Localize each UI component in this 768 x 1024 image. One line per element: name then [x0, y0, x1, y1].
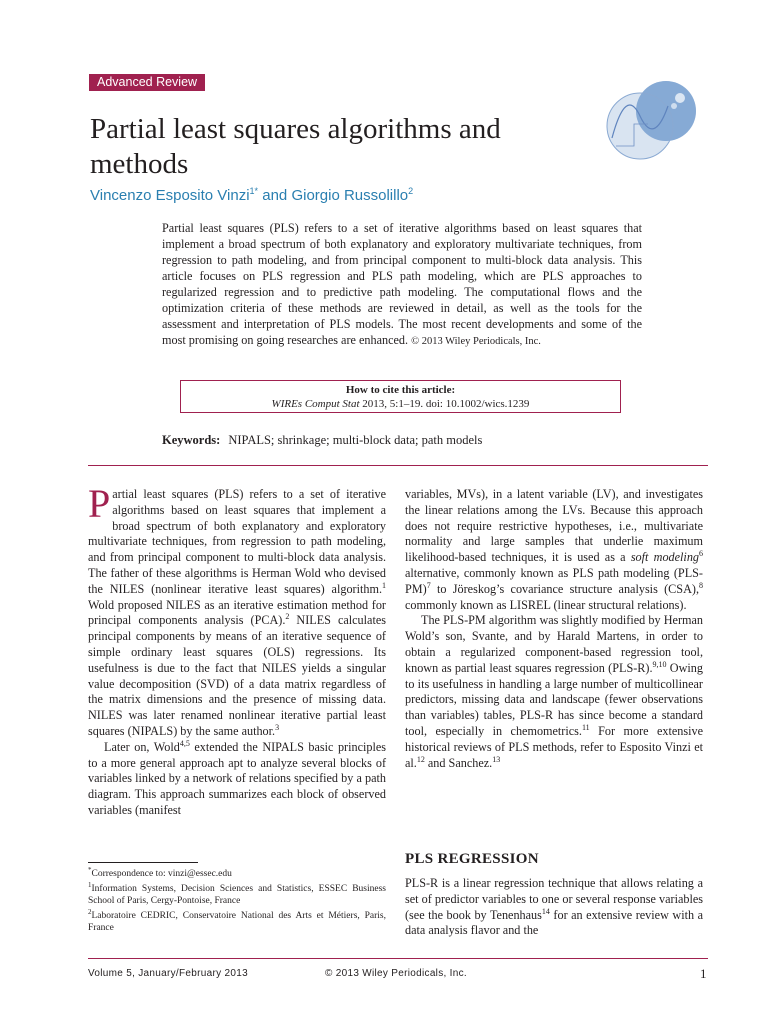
citation-details[interactable]: 2013, 5:1–19. doi: 10.1002/wics.1239 [362, 398, 530, 410]
reference[interactable]: 7 [426, 580, 431, 590]
author-1[interactable]: Vincenzo Esposito Vinzi [90, 187, 250, 204]
body-paragraph-2: The PLS-PM algorithm was slightly modified by Herman Wold’s son, Svante, and by Harald Martens, in order to obtain a regularized component-based regression tool, known as partial least squares regression (PLS-R).$^{9,10}$ Owing to its usefulness in handling a large number of multicollinear predictors, missing data and landscape (fewer observations than variables) tables, PLS-R has since become a standard tool, especially in chemometrics.$^{11}$ For more extensive historical reviews of PLS methods, refer to Esposito Vinzi et al.$^{12}$ and Sanchez.$^{13}$ [405, 613, 704, 770]
reference[interactable]: 3 [275, 722, 280, 732]
intro-paragraph-2: Later on, Wold$^{4,5}$ extended the NIPALS basic principles to a more general approach apt to analyze several blocks of variables linked by a network of relations specified by a path diagram. This approach summarizes each block of observed variables (manifest [88, 738, 386, 817]
abstract-copyright: © 2013 Wiley Periodicals, Inc. [411, 336, 541, 347]
reference[interactable]: 13 [492, 754, 501, 764]
citation-heading: How to cite this article: [345, 384, 456, 396]
abstract [162, 220, 642, 350]
authors [90, 186, 413, 204]
author-1-affiliation: 1* [249, 186, 259, 196]
journal-logo-icon [604, 76, 700, 166]
right-column [405, 487, 703, 771]
intro-paragraph-1: Partial least squares (PLS) refers to a set of iterative algorithms based on least squares that implement a broad spectrum of both explanatory and exploratory multivariate techniques, from regression to path modeling, and from principal component to multi-block data analysis. The father of these algorithms is Herman Wold who devised the NILES (nonlinear iterative least squares) algorithm.$^1$ Wold proposed NILES as an iterative estimation method for principal components analysis (PCA).$^2$ NILES calculates principal components by means of an iterative sequence of simple ordinary least squares (OLS) regressions. Its usefulness is due to the fact that NILES yields a singular value decomposition (SVD) of a data matrix regardless of the matrix dimensions and the presence of missing data. NILES was later renamed nonlinear iterative partial least squares (NIPALS) by the same author.$^3$ [88, 481, 386, 738]
citation-box [180, 380, 621, 413]
reference[interactable]: 2 [285, 612, 290, 622]
reference[interactable]: 12 [416, 754, 425, 764]
drop-cap: P [88, 481, 111, 526]
section-body [405, 876, 703, 939]
footnote-correspondence: *Correspondence to: vinzi@essec.edu [88, 866, 232, 879]
footer-volume: Volume 5, January/February 2013 [88, 968, 248, 979]
author-2[interactable]: Giorgio Russolillo [291, 187, 409, 204]
reference[interactable]: 1 [382, 580, 386, 590]
abstract-text: Partial least squares (PLS) refers to a set of iterative algorithms based on least squares that implement a broad spectrum of both explanatory and exploratory multivariate techniques, from regression to path modeling, and from principal component to multi-block data analysis. This article focuses on PLS regression and PLS path modeling, which are PLS approaches to regularized regression and to predictive path modeling. The computational flows and the optimization criteria of these methods are reviewed in detail, as well as the tools for the assessment and interpretation of PLS models. The most recent developments and some of the most promising on going researches are enhanced. [162, 221, 642, 347]
reference[interactable]: 6 [699, 549, 704, 559]
keywords-label: Keywords: [162, 433, 221, 447]
footer-divider [88, 958, 708, 959]
left-column [88, 481, 386, 819]
reference[interactable]: 11 [581, 722, 590, 732]
footnotes [88, 862, 386, 937]
body-paragraph-1: variables, MVs), in a latent variable (LV), and investigates the linear relations among the LVs. Because this approach does not require restrictive hypotheses, i.e., multivariate normality and large samples that underlie maximum likelihood-based techniques, it is used as a soft modeling$^6$ alternative, commonly known as PLS path modeling $(PLS-PM)^7$ to Jöreskog’s covariance structure analysis (CSA),$^8$ commonly known as LISREL (linear structural relations). [405, 487, 704, 612]
footer-copyright: © 2013 Wiley Periodicals, Inc. [325, 968, 467, 979]
keywords-value: NIPALS; shrinkage; multi-block data; path models [228, 433, 483, 447]
article-type-badge: Advanced Review [89, 74, 205, 91]
footnote-rule [88, 862, 198, 863]
author-2-affiliation: 2 [408, 186, 414, 196]
footnote-affiliation-1: $^1$Information Systems, Decision Sciences and Statistics, ESSEC Business School of Paris, Cergy-Pontoise, France [88, 880, 386, 906]
page-number: 1 [700, 966, 707, 981]
section-heading: PLS REGRESSION [405, 851, 539, 867]
section-divider [88, 465, 708, 466]
reference[interactable]: 9,10 [652, 659, 667, 669]
keywords [162, 433, 482, 448]
reference[interactable]: 4,5 [179, 738, 190, 748]
citation-journal: WIREs Comput Stat [271, 398, 360, 410]
article-title: Partial least squares algorithms and methods [90, 113, 501, 180]
reference[interactable]: 8 [699, 580, 703, 590]
footnote-affiliation-2: $^2$Laboratoire CEDRIC, Conservatoire National des Arts et Métiers, Paris, France [88, 907, 386, 933]
author-conjunction: and [262, 187, 288, 204]
reference[interactable]: 14 [541, 906, 550, 916]
regression-paragraph: PLS-R is a linear regression technique that allows relating a set of predictor variables to one or several response variables (see the book by Tenenhaus$^{14}$ for an extensive review with a data analysis flavor and the [405, 876, 703, 938]
